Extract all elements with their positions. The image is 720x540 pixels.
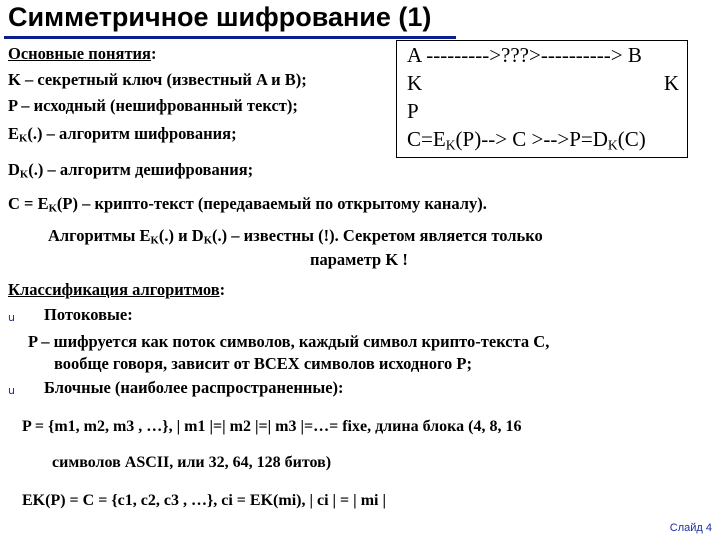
scheme-row-4 — [407, 127, 646, 153]
encryption-definition: $E_K(.)$ – алгоритм шифрования; — [8, 124, 237, 145]
slide-number: Слайд 4 — [669, 522, 712, 534]
stream-description-line1: P – шифруется как поток символов, каждый символ крипто-текста C, — [28, 332, 550, 351]
bullet-icon: u — [8, 311, 15, 324]
classification-heading-line — [8, 280, 225, 300]
plaintext-definition: P – исходный (нешифрованный текст); — [8, 96, 298, 115]
concepts-heading-colon: : — [150, 44, 157, 63]
sub-k: K — [150, 234, 159, 247]
scheme-row-2-left: K — [407, 71, 423, 95]
sub-k: K — [48, 202, 57, 215]
scheme-row-4-b: (P)--> C >-->P=D — [455, 127, 608, 151]
sub-k: K — [445, 137, 456, 153]
ciphertext-definition — [8, 194, 487, 215]
encryption-formula: EK(P) = C = {c1, c2, c3 , …}, ci = EK(mi), | ci | = | mi | — [22, 492, 386, 509]
encryption-definition-text: (.) – алгоритм шифрования; — [27, 124, 237, 143]
sub-k: K — [203, 234, 213, 247]
block-definition-line2: символов ASCII, или 32, 64, 128 битов) — [52, 454, 332, 471]
known-text-a: Алгоритмы E — [48, 226, 151, 245]
key-definition: K – секретный ключ (известный A и B); — [8, 70, 307, 89]
scheme-row-2-right: K — [663, 71, 679, 95]
concepts-heading: Основные понятия — [8, 44, 151, 63]
decryption-definition: $D_K(.)$ – алгоритм дешифрования; — [8, 160, 254, 181]
sub-k: K — [19, 132, 28, 145]
classification-heading: Классификация алгоритмов — [8, 280, 220, 299]
ciphertext-definition-head: C = E — [8, 194, 49, 213]
ciphertext-definition-text: (P) – крипто-текст (передаваемый по открытому каналу). — [56, 194, 487, 213]
sub-k: K — [19, 168, 29, 181]
scheme-row-4-c: (C) — [617, 127, 646, 151]
title-underline — [4, 36, 456, 39]
scheme-row-3: P — [407, 99, 419, 123]
concepts-heading-line — [8, 44, 156, 64]
known-text-c: (.) – известны (!). Секретом является только — [212, 226, 543, 245]
algorithms-known-line2: параметр K ! — [310, 250, 408, 269]
decryption-definition-text: (.) – алгоритм дешифрования; — [28, 160, 254, 179]
scheme-row-4-a: C=E — [407, 127, 446, 151]
scheme-row-1: A --------->???>----------> B — [407, 43, 642, 67]
stream-description-line2: вообще говоря, зависит от ВСЕХ символов исходного P; — [54, 354, 473, 373]
block-label: Блочные (наиболее распространенные): — [44, 378, 344, 397]
slide-title: Симметричное шифрование (1) — [8, 2, 432, 32]
scheme-box — [396, 40, 688, 158]
stream-label: Потоковые: — [44, 305, 133, 324]
algorithms-known-line1 — [48, 226, 543, 247]
block-definition-line1: P = {m1, m2, m3 , …}, | m1 |=| m2 |=| m3 |=…= fixe, длина блока (4, 8, 16 — [22, 418, 522, 435]
classification-heading-colon: : — [219, 280, 226, 299]
bullet-icon: u — [8, 384, 15, 397]
known-text-b: (.) и D — [158, 226, 204, 245]
sub-k: K — [607, 137, 618, 153]
